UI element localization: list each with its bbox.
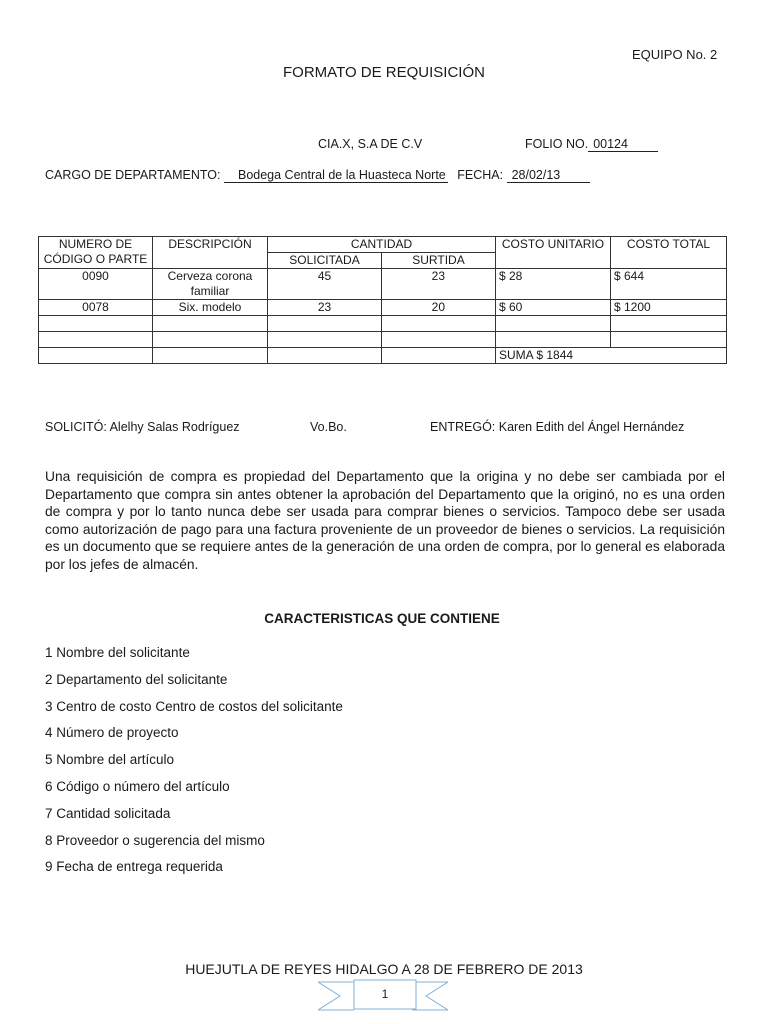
description-paragraph: Una requisición de compra es propiedad del Departamento que la origina y no debe ser cambiada por el Departamento que compra sin antes obtener la aprobación del Departamento que la originó, no es una orden de compra y por lo tanto nunca debe ser usada para comprar bienes o servicios. Tampoco debe ser usada como autorización de pago para una factura proveniente de un proveedor de bienes o servicios. La requisición es un documento que se requiere antes de la generación de una orden de compra, por lo general es elaborada por los jefes de almacén. [45, 469, 725, 572]
cell-solicitada: 23 [268, 300, 382, 316]
cell-surtida: 20 [382, 300, 496, 316]
cell-descripcion: Cerveza corona familiar [153, 269, 268, 300]
footer-text: HUEJUTLA DE REYES HIDALGO A 28 DE FEBRERO DE 2013 [185, 961, 583, 977]
list-item: 1 Nombre del solicitante [45, 645, 190, 660]
list-item: 9 Fecha de entrega requerida [45, 859, 223, 875]
characteristics-list [45, 644, 343, 885]
list-item: 2 Departamento del solicitante [45, 671, 228, 687]
cell-unitario: $ 60 [496, 300, 611, 316]
approval-label: Vo.Bo. [310, 420, 347, 434]
folio-value: 00124 [588, 138, 658, 152]
folio-label: FOLIO NO. [525, 137, 589, 151]
header-descripcion: DESCRIPCIÓN [153, 237, 268, 269]
department-value: Bodega Central de la Huasteca Norte [224, 169, 448, 183]
company-name: CIA.X, S.A DE C.V [318, 137, 423, 151]
list-item: 7 Cantidad solicitada [45, 805, 171, 821]
cell-descripcion: Six. modelo [153, 300, 268, 316]
list-item: 8 Proveedor o sugerencia del mismo [45, 832, 265, 848]
requested-by: SOLICITÓ: Alelhy Salas Rodríguez [45, 420, 240, 434]
date-value: 28/02/13 [507, 169, 591, 183]
delivered-by: ENTREGÓ: Karen Edith del Ángel Hernández [430, 420, 685, 434]
header-costo-unitario: COSTO UNITARIO [496, 237, 611, 269]
cell-unitario: $ 28 [496, 269, 611, 300]
list-item: 3 Centro de costo Centro de costos del solicitante [45, 698, 343, 714]
cell-total: $ 1200 [611, 300, 727, 316]
list-item: 4 Número de proyecto [45, 725, 179, 741]
cell-surtida: 23 [382, 269, 496, 300]
table-row-empty [39, 316, 727, 332]
team-number: EQUIPO No. 2 [632, 47, 718, 62]
header-solicitada: SOLICITADA [268, 253, 382, 269]
section-title: CARACTERISTICAS QUE CONTIENE [264, 611, 500, 626]
list-item: 5 Nombre del artículo [45, 752, 175, 768]
table-sum-row [39, 348, 727, 364]
page-number: 1 [381, 987, 389, 1001]
sum-cell: SUMA $ 1844 [496, 348, 727, 364]
department-line [45, 168, 590, 183]
cell-codigo: 0090 [39, 269, 153, 300]
header-costo-total: COSTO TOTAL [611, 237, 727, 269]
table-row [39, 269, 727, 300]
department-label: CARGO DE DEPARTAMENTO: [45, 168, 221, 182]
table-row [39, 300, 727, 316]
list-item: 6 Código o número del artículo [45, 778, 230, 794]
cell-codigo: 0078 [39, 300, 153, 316]
requisition-table [38, 236, 727, 364]
cell-solicitada: 45 [268, 269, 382, 300]
header-codigo: NUMERO DE CÓDIGO O PARTE [39, 237, 153, 269]
table-row-empty [39, 332, 727, 348]
folio-line [525, 137, 658, 152]
header-surtida: SURTIDA [382, 253, 496, 269]
header-cantidad: CANTIDAD [268, 237, 496, 253]
cell-total: $ 644 [611, 269, 727, 300]
document-title: FORMATO DE REQUISICIÓN [283, 64, 485, 81]
date-label: FECHA: [457, 168, 504, 182]
table-header-row [39, 237, 727, 253]
